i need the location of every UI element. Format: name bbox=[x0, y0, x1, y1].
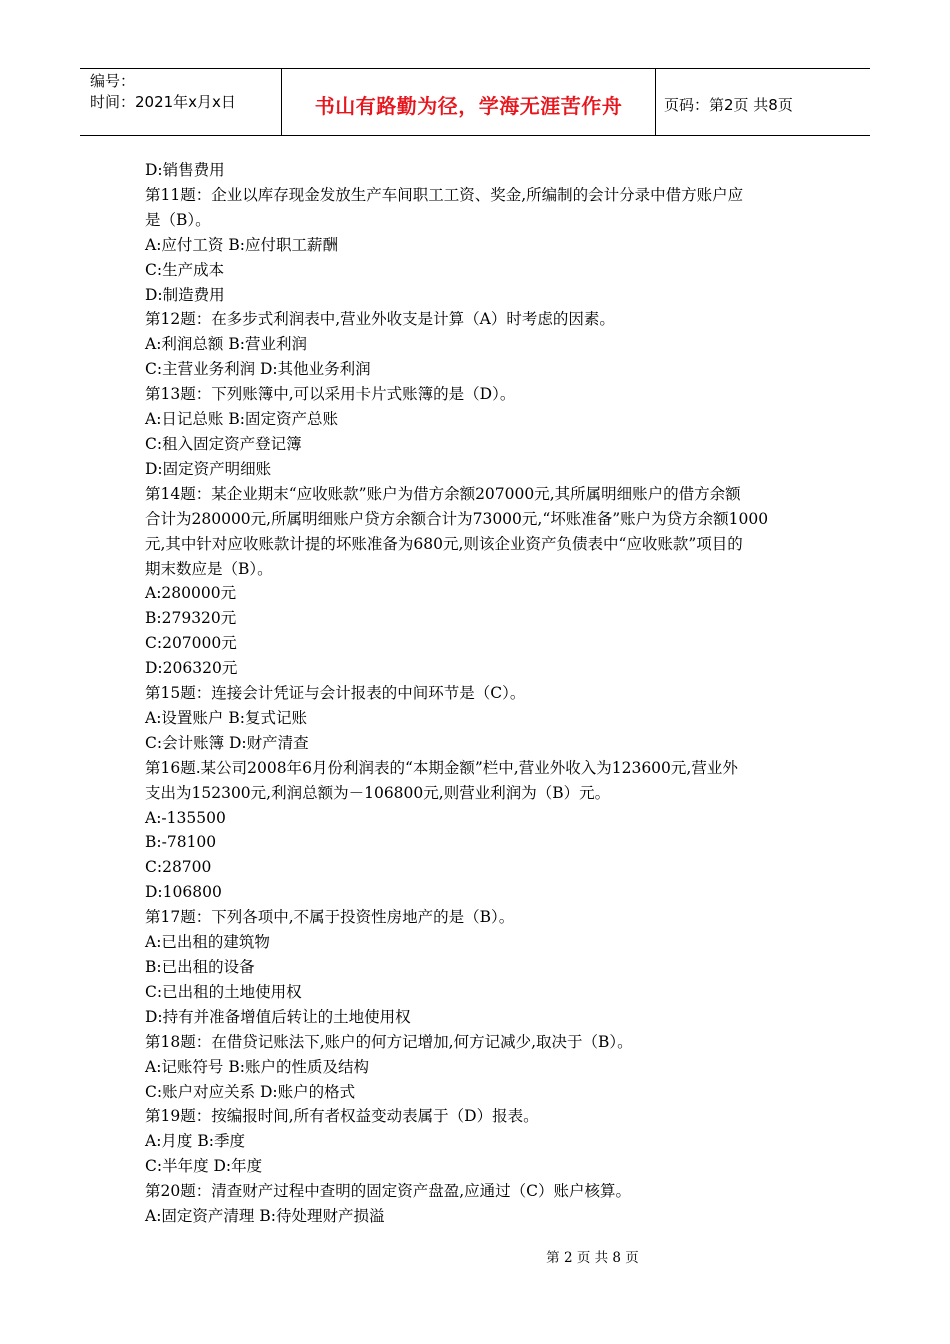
text-line: A:记账符号 B:账户的性质及结构 bbox=[145, 1057, 369, 1076]
text-line: A:固定资产清理 B:待处理财产损溢 bbox=[145, 1207, 385, 1226]
document-number-label: 编号： bbox=[90, 72, 136, 90]
text-line: 第15题：连接会计凭证与会计报表的中间环节是（C）。 bbox=[145, 684, 526, 703]
text-line: C:生产成本 bbox=[145, 260, 225, 279]
text-line: D:制造费用 bbox=[145, 285, 225, 304]
text-line: 支出为152300元,利润总额为－106800元,则营业利润为（B）元。 bbox=[145, 783, 611, 802]
text-line: A:设置账户 B:复式记账 bbox=[145, 708, 307, 727]
document-body bbox=[145, 158, 815, 1229]
text-line: 第16题.某公司2008年6月份利润表的“本期金额”栏中,营业外收入为123600元,营业外 bbox=[145, 758, 738, 777]
text-line: 第17题：下列各项中,不属于投资性房地产的是（B）。 bbox=[145, 908, 515, 927]
document-time-label: 时间：2021年x月x日 bbox=[90, 93, 236, 111]
text-line: C:租入固定资产登记簿 bbox=[145, 434, 302, 453]
text-line: 第19题：按编报时间,所有者权益变动表属于（D）报表。 bbox=[145, 1107, 539, 1126]
text-line: C:半年度 D:年度 bbox=[145, 1157, 263, 1176]
text-line: D:销售费用 bbox=[145, 161, 225, 179]
header-meta bbox=[80, 69, 282, 135]
text-line: D:固定资产明细账 bbox=[145, 459, 272, 478]
text-line: D:持有并准备增值后转让的土地使用权 bbox=[145, 1007, 411, 1026]
text-line: A:利润总额 B:营业利润 bbox=[145, 335, 307, 354]
text-line: B:-78100 bbox=[145, 833, 217, 852]
header-page-info: 页码：第2页 共8页 bbox=[664, 95, 793, 114]
text-line: C:28700 bbox=[145, 858, 212, 877]
footer-page-number: 第 2 页 共 8 页 bbox=[546, 1250, 639, 1266]
page-footer bbox=[0, 1246, 950, 1266]
text-line: 第13题：下列账簿中,可以采用卡片式账簿的是（D）。 bbox=[145, 385, 516, 404]
text-line: C:会计账簿 D:财产清查 bbox=[145, 733, 309, 752]
text-line: C:账户对应关系 D:账户的格式 bbox=[145, 1082, 356, 1101]
text-line: 第18题：在借贷记账法下,账户的何方记增加,何方记减少,取决于（B）。 bbox=[145, 1032, 633, 1051]
text-line: A:280000元 bbox=[145, 584, 237, 603]
page-header bbox=[80, 68, 870, 136]
text-line: C:已出租的土地使用权 bbox=[145, 982, 302, 1001]
text-line: 期末数应是（B）。 bbox=[145, 559, 273, 578]
text-line: 第14题：某企业期末“应收账款”账户为借方余额207000元,其所属明细账户的借方余额 bbox=[145, 484, 741, 503]
text-line: A:日记总账 B:固定资产总账 bbox=[145, 410, 338, 429]
text-line: A:-135500 bbox=[145, 808, 226, 827]
text-line: C:207000元 bbox=[145, 634, 237, 653]
text-line: 第20题：清查财产过程中查明的固定资产盘盈,应通过（C）账户核算。 bbox=[145, 1182, 632, 1201]
text-line: 元,其中针对应收账款计提的坏账准备为680元,则该企业资产负债表中“应收账款”项目的 bbox=[145, 534, 743, 553]
text-line: 合计为280000元,所属明细账户贷方余额合计为73000元,“坏账准备”账户为贷方余额1000 bbox=[145, 509, 769, 528]
text-line: D:106800 bbox=[145, 883, 222, 902]
text-line: 第11题：企业以库存现金发放生产车间职工工资、奖金,所编制的会计分录中借方账户应 bbox=[145, 185, 744, 204]
text-line: 第12题：在多步式利润表中,营业外收支是计算（A）时考虑的因素。 bbox=[145, 310, 615, 329]
text-line: D:206320元 bbox=[145, 659, 238, 678]
text-line: A:已出租的建筑物 bbox=[145, 933, 270, 952]
text-line: C:主营业务利润 D:其他业务利润 bbox=[145, 360, 371, 379]
header-motto: 书山有路勤为径，学海无涯苦作舟 bbox=[282, 69, 656, 135]
text-line: A:应付工资 B:应付职工薪酬 bbox=[145, 235, 338, 254]
text-line: B:已出租的设备 bbox=[145, 958, 255, 976]
text-line: 是（B）。 bbox=[145, 210, 211, 229]
text-line: B:279320元 bbox=[145, 609, 237, 628]
text-line: A:月度 B:季度 bbox=[145, 1132, 245, 1151]
